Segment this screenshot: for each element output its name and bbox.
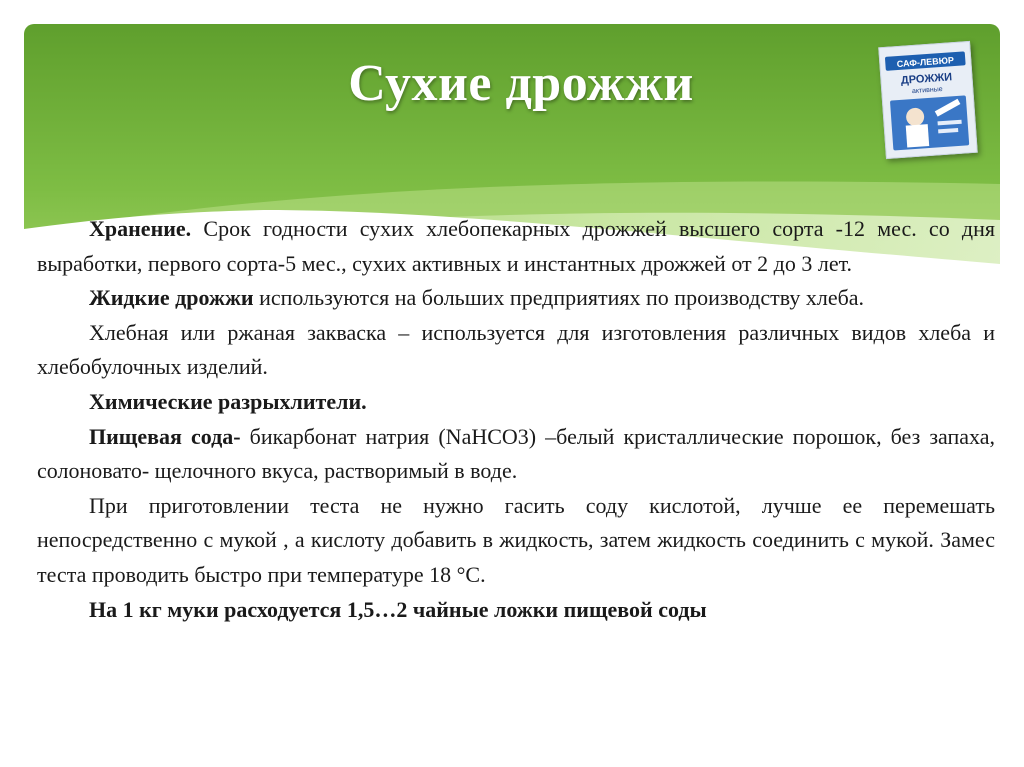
- paragraph-sourdough: [37, 316, 995, 385]
- paragraph-heading: Пищевая сода-: [89, 423, 241, 449]
- pack-brand: САФ-ЛЕВЮР: [896, 55, 955, 70]
- body-text: [37, 212, 995, 627]
- paragraph-text: Срок годности сухих хлебопекарных дрожжей высшего сорта -12 мес. со дня выработки, первого сорта-5 мес., сухих активных и инстантных дрожжей от 2 до 3 лет.: [37, 216, 995, 276]
- paragraph-text: используются на больших предприятиях по производству хлеба.: [253, 285, 865, 311]
- paragraph-text: Хлебная или ржаная закваска – используется для изготовления различных видов хлеба и хлебобулочных изделий.: [37, 319, 995, 380]
- paragraph-text: При приготовлении теста не нужно гасить соду кислотой, лучше ее перемешать непосредственно с мукой , а кислоту добавить в жидкость, затем жидкость соединить с мукой. Замес теста проводить быстро при температуре 18 °С.: [37, 492, 995, 587]
- paragraph-liquid-yeast: [37, 281, 995, 316]
- paragraph-heading: Жидкие дрожжи: [89, 285, 254, 311]
- pack-label: ДРОЖЖИ: [900, 71, 953, 87]
- paragraph-heading: Хранение.: [89, 216, 192, 241]
- paragraph-preparation: [37, 489, 995, 593]
- pack-sublabel: активные: [911, 85, 943, 96]
- paragraph-baking-soda: [37, 420, 995, 489]
- page-title: Сухие дрожжи: [348, 55, 694, 112]
- yeast-package-image: [878, 41, 978, 159]
- paragraph-chemical-leaveners: [37, 385, 995, 420]
- paragraph-text: бикарбонат натрия (NaHCO3) –белый кристаллические порошок, без запаха, солоновато- щелочного вкуса, растворимый в воде.: [37, 423, 995, 484]
- paragraph-heading: На 1 кг муки расходуется 1,5…2 чайные ложки пищевой соды: [89, 596, 707, 622]
- paragraph-heading: Химические разрыхлители.: [89, 388, 367, 414]
- paragraph-storage: [37, 212, 995, 281]
- paragraph-consumption: [37, 593, 995, 628]
